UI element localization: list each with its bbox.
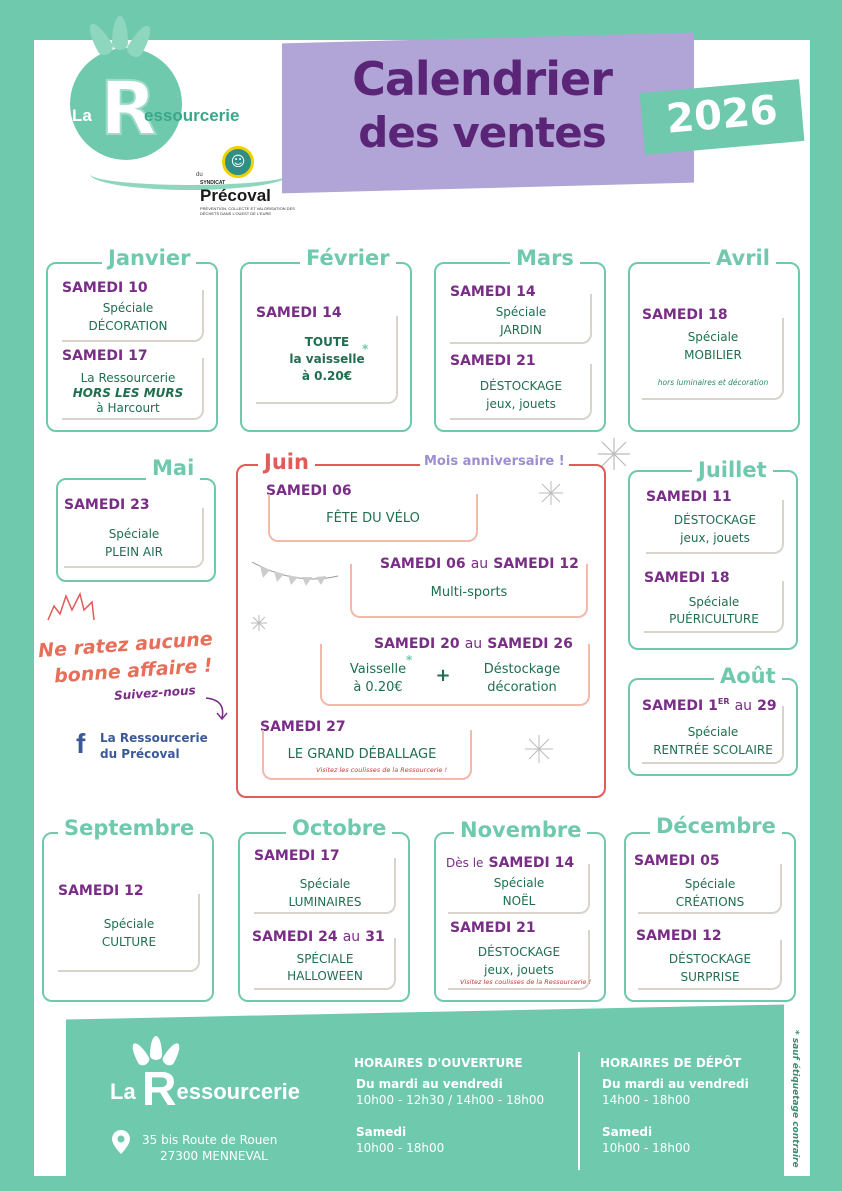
event-line: Spéciale bbox=[108, 527, 160, 541]
precoval-syndicat: SYNDICAT bbox=[200, 180, 226, 186]
event-line: DÉSTOCKAGE bbox=[479, 379, 563, 393]
event-date: SAMEDI 12 bbox=[636, 928, 722, 944]
event-date: SAMEDI 14 bbox=[488, 855, 575, 871]
event-line: à 0.20€ bbox=[353, 680, 403, 695]
sparkle-icon bbox=[538, 480, 564, 506]
event-line: Spéciale bbox=[687, 330, 739, 344]
deposit-saturday-label: Samedi bbox=[602, 1125, 653, 1139]
leaf-icon bbox=[112, 16, 128, 50]
event-line: Spéciale bbox=[102, 301, 154, 315]
event-date: SAMEDI 17 bbox=[62, 348, 148, 364]
event-line: jeux, jouets bbox=[680, 531, 750, 545]
month-name: Mai bbox=[146, 456, 200, 480]
footnote-vertical: * sauf étiquetage contraire bbox=[790, 1030, 800, 1168]
event-line: Spéciale bbox=[299, 877, 351, 891]
asterisk-mark: * bbox=[362, 342, 369, 356]
deposit-saturday-hours: 10h00 - 18h00 bbox=[602, 1141, 691, 1155]
facebook-page-line1: La Ressourcerie bbox=[100, 731, 208, 745]
event-line: NOËL bbox=[502, 894, 536, 908]
event-date-au: au bbox=[342, 929, 361, 945]
precoval-name: Précoval bbox=[200, 186, 271, 205]
event-line: Spéciale bbox=[103, 917, 155, 931]
page-title-line1: Calendrier bbox=[352, 52, 612, 106]
footer-logo-rest: essourcerie bbox=[176, 1079, 301, 1104]
event-line: Déstockage bbox=[483, 662, 561, 677]
footer-logo-la: La bbox=[110, 1079, 136, 1104]
footer-logo-r: R bbox=[141, 1063, 177, 1116]
ordinal-suffix: ER bbox=[717, 697, 730, 706]
event-date-au: au bbox=[734, 698, 753, 714]
callout-line2: bonne affaire ! bbox=[53, 654, 214, 688]
opening-weekdays-hours: 10h00 - 12h30 / 14h00 - 18h00 bbox=[356, 1093, 545, 1107]
event-date: SAMEDI 18 bbox=[644, 570, 730, 586]
location-pin-icon bbox=[112, 1130, 130, 1154]
event-date: SAMEDI 05 bbox=[634, 853, 720, 869]
event-line: TOUTE bbox=[304, 335, 350, 349]
follow-us-label: Suivez-nous bbox=[113, 683, 197, 703]
facebook-icon[interactable]: f bbox=[76, 728, 86, 759]
burst-icon bbox=[46, 590, 96, 630]
event-date: SAMEDI 06 bbox=[380, 556, 466, 572]
event-line: DÉSTOCKAGE bbox=[673, 513, 757, 527]
event-line: décoration bbox=[487, 680, 557, 695]
event-date: SAMEDI 14 bbox=[450, 284, 536, 300]
anniversary-label: Mois anniversaire ! bbox=[420, 454, 569, 469]
month-name: Février bbox=[300, 246, 396, 270]
event-date: 31 bbox=[365, 929, 385, 945]
event-date-au: au bbox=[470, 556, 489, 572]
page-title-line2: des ventes bbox=[358, 108, 606, 157]
event-date: SAMEDI 21 bbox=[450, 353, 536, 369]
event-line: JARDIN bbox=[500, 323, 542, 337]
event-date: SAMEDI 1 bbox=[642, 698, 718, 714]
event-line: FÊTE DU VÉLO bbox=[326, 511, 420, 526]
event-line: Spéciale bbox=[684, 877, 736, 891]
month-name: Septembre bbox=[58, 816, 200, 840]
event-line: PLEIN AIR bbox=[105, 545, 163, 559]
event-line: Spéciale bbox=[493, 876, 545, 890]
event-line: CRÉATIONS bbox=[675, 895, 745, 909]
month-name: Mars bbox=[510, 246, 580, 270]
event-date: SAMEDI 24 bbox=[252, 929, 338, 945]
event-date: SAMEDI 17 bbox=[254, 848, 340, 864]
month-name: Juin bbox=[258, 450, 315, 474]
opening-saturday-label: Samedi bbox=[356, 1125, 407, 1139]
event-line: à Harcourt bbox=[96, 401, 160, 415]
event-note: Visitez les coulisses de la Ressourcerie ! bbox=[460, 978, 592, 986]
event-date: SAMEDI 11 bbox=[646, 489, 732, 505]
address-line1: 35 bis Route de Rouen bbox=[142, 1133, 278, 1147]
event-line: DÉSTOCKAGE bbox=[477, 945, 561, 959]
event-line: HORS LES MURS bbox=[72, 386, 184, 400]
month-name: Juillet bbox=[692, 458, 773, 482]
address-line2: 27300 MENNEVAL bbox=[160, 1149, 268, 1163]
event-date: SAMEDI 27 bbox=[260, 719, 346, 735]
event-line: la vaisselle bbox=[289, 352, 365, 366]
opening-weekdays-label: Du mardi au vendredi bbox=[356, 1077, 503, 1091]
footer-logo bbox=[110, 1062, 300, 1117]
event-line: DÉSTOCKAGE bbox=[668, 952, 752, 966]
logo-la: La bbox=[72, 106, 92, 125]
event-line: Vaisselle bbox=[349, 662, 407, 677]
event-line: Multi-sports bbox=[430, 585, 508, 600]
bunting-icon bbox=[250, 556, 340, 596]
asterisk-mark: * bbox=[406, 653, 413, 667]
address bbox=[142, 1132, 277, 1164]
logo-text: essourcerie bbox=[144, 106, 240, 125]
event-date: SAMEDI 06 bbox=[266, 483, 352, 499]
opening-hours-title: HORAIRES D'OUVERTURE bbox=[354, 1056, 523, 1070]
event-line: MOBILIER bbox=[684, 348, 742, 362]
footer-divider bbox=[578, 1052, 580, 1170]
event-line: La Ressourcerie bbox=[80, 371, 176, 385]
event-line: DÉCORATION bbox=[88, 319, 168, 333]
logo-r: R bbox=[100, 66, 155, 152]
month-name: Décembre bbox=[650, 814, 782, 838]
facebook-page-link[interactable] bbox=[100, 730, 208, 762]
event-line: SPÉCIALE bbox=[296, 952, 354, 966]
event-line: Spéciale bbox=[688, 595, 740, 609]
event-line: PUÉRICULTURE bbox=[669, 612, 759, 626]
sparkle-icon bbox=[524, 734, 554, 764]
event-date: SAMEDI 21 bbox=[450, 920, 536, 936]
event-line: LUMINAIRES bbox=[288, 895, 362, 909]
precoval-person-icon: ☺ bbox=[222, 146, 254, 178]
year-label: 2026 bbox=[664, 87, 780, 143]
event-date-au: au bbox=[464, 636, 483, 652]
month-name: Octobre bbox=[286, 816, 392, 840]
event-line: jeux, jouets bbox=[486, 397, 556, 411]
deposit-weekdays-hours: 14h00 - 18h00 bbox=[602, 1093, 691, 1107]
event-date-prefix: Dès le bbox=[446, 856, 484, 870]
event-date: SAMEDI 26 bbox=[487, 636, 573, 652]
sparkle-icon bbox=[250, 614, 268, 632]
event-line: HALLOWEEN bbox=[287, 969, 363, 983]
facebook-page-line2: du Précoval bbox=[100, 747, 180, 761]
precoval-du: du bbox=[196, 172, 203, 178]
deposit-hours-title: HORAIRES DE DÉPÔT bbox=[600, 1056, 742, 1070]
sparkle-icon bbox=[596, 436, 632, 472]
event-date: 29 bbox=[757, 698, 777, 714]
arrow-icon bbox=[204, 694, 230, 724]
event-line: RENTRÉE SCOLAIRE bbox=[653, 743, 773, 757]
event-line: Spéciale bbox=[495, 305, 547, 319]
event-line: jeux, jouets bbox=[484, 963, 554, 977]
month-name: Janvier bbox=[102, 246, 196, 270]
event-line: à 0.20€ bbox=[301, 369, 353, 383]
month-name: Novembre bbox=[454, 818, 587, 842]
event-line: CULTURE bbox=[101, 935, 157, 949]
event-line: SURPRISE bbox=[680, 970, 740, 984]
event-date: SAMEDI 10 bbox=[62, 280, 148, 296]
event-date: SAMEDI 23 bbox=[64, 497, 150, 513]
month-name: Août bbox=[714, 664, 782, 688]
event-box bbox=[58, 894, 200, 972]
event-date: SAMEDI 20 bbox=[374, 636, 460, 652]
event-date: SAMEDI 12 bbox=[58, 883, 144, 899]
event-note: Visitez les coulisses de la Ressourcerie ! bbox=[316, 766, 448, 774]
plus-sign: + bbox=[435, 665, 451, 686]
month-name: Avril bbox=[710, 246, 776, 270]
deposit-weekdays-label: Du mardi au vendredi bbox=[602, 1077, 749, 1091]
precoval-tagline: PRÉVENTION, COLLECTE ET VALORISATION DES DÉCHETS DANS L'OUEST DE L'EURE bbox=[200, 206, 295, 216]
event-line: LE GRAND DÉBALLAGE bbox=[287, 747, 437, 762]
event-date: SAMEDI 12 bbox=[493, 556, 579, 572]
event-date: SAMEDI 18 bbox=[642, 307, 728, 323]
event-line: Spéciale bbox=[687, 725, 739, 739]
callout-line1: Ne ratez aucune bbox=[37, 627, 214, 663]
event-date: SAMEDI 14 bbox=[256, 305, 342, 321]
opening-saturday-hours: 10h00 - 18h00 bbox=[356, 1141, 445, 1155]
event-note: hors luminaires et décoration bbox=[657, 378, 769, 387]
